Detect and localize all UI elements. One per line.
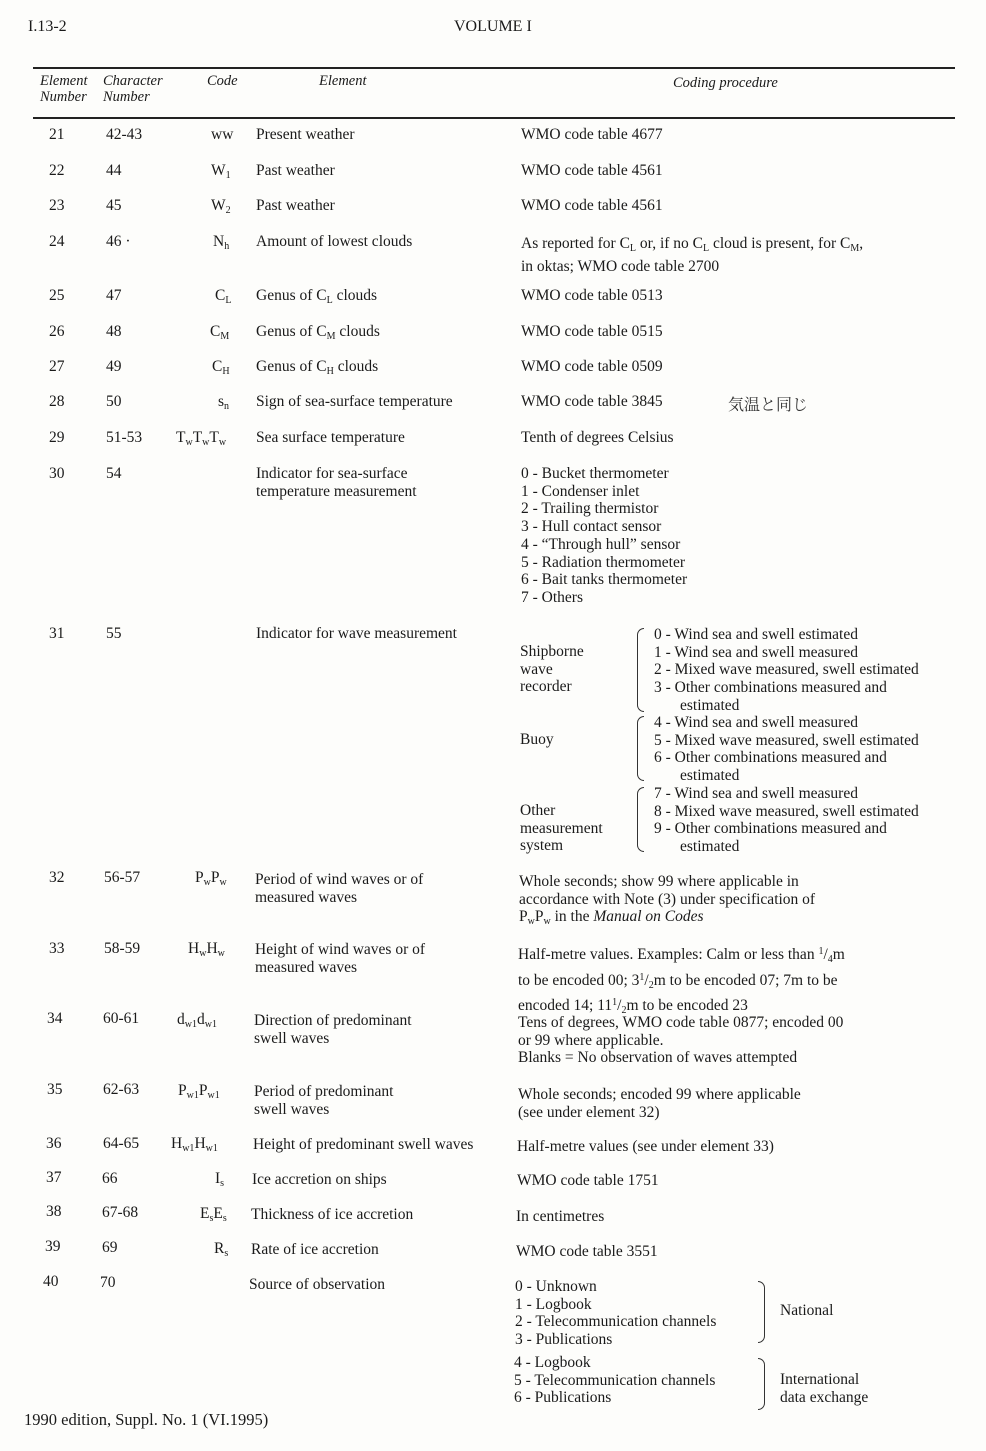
page-id: I.13-2 bbox=[28, 18, 67, 35]
left-brace bbox=[637, 716, 644, 781]
element-line: Direction of predominant bbox=[254, 1012, 412, 1029]
proc-line: accordance with Note (3) under specification of bbox=[519, 890, 816, 908]
code-ww: ww bbox=[211, 126, 234, 143]
element-name: Thickness of ice accretion bbox=[251, 1206, 414, 1223]
group-label-line: Shipborne bbox=[520, 643, 584, 660]
code-dw1dw1: $d_{w1}d_{w1}$ bbox=[177, 1011, 217, 1030]
coding-procedure: Tenth of degrees Celsius bbox=[521, 429, 674, 446]
proc-text: to be encoded 00; 3 bbox=[518, 971, 640, 989]
list-item: 6 - Bait tanks thermometer bbox=[521, 571, 688, 589]
header-rule bbox=[33, 117, 955, 119]
character-number: 58-59 bbox=[104, 940, 141, 957]
list-item: 3 - Publications bbox=[515, 1331, 613, 1349]
list-item: 9 - Other combinations measured and bbox=[654, 820, 887, 838]
coding-procedure: As reported for $C_L$ or, if no $C_L$ cloud is present, for $C_M$, in oktas; WMO code table 2700 bbox=[521, 235, 864, 275]
list-item: 5 - Radiation thermometer bbox=[521, 553, 685, 571]
volume-title: VOLUME I bbox=[454, 18, 532, 35]
list-item: 0 - Wind sea and swell estimated bbox=[654, 626, 858, 643]
element-line: Indicator for sea-surface bbox=[256, 465, 408, 482]
proc-line: Tens of degrees, WMO code table 0877; encoded 00 bbox=[518, 1014, 844, 1031]
coding-procedure: Half-metre values (see under element 33) bbox=[517, 1138, 774, 1155]
group-label-line: system bbox=[520, 837, 564, 855]
list-item: estimated bbox=[680, 838, 740, 856]
proc-line: or 99 where applicable. bbox=[518, 1031, 664, 1049]
character-number: 51-53 bbox=[106, 429, 143, 446]
character-number: 70 bbox=[100, 1274, 116, 1291]
group-label-other bbox=[520, 802, 603, 855]
code-cl: $C_L$ bbox=[215, 287, 232, 306]
group-label-shipborne bbox=[520, 643, 584, 696]
element-name: Indicator for wave measurement bbox=[256, 625, 457, 642]
manual-on-codes-ref: Manual on Codes bbox=[593, 908, 704, 926]
list-item: 8 - Mixed wave measured, swell estimated bbox=[654, 802, 919, 820]
element-number: 24 bbox=[49, 233, 65, 250]
element-name: Genus of $C_H$ clouds bbox=[256, 358, 379, 377]
coding-procedure-list bbox=[521, 465, 687, 607]
col-character-number bbox=[103, 73, 163, 105]
list-item: 2 - Mixed wave measured, swell estimated bbox=[654, 661, 919, 679]
group-label-line: Other bbox=[520, 802, 556, 819]
element-name: Sign of sea-surface temperature bbox=[256, 393, 453, 410]
code-sn: $s_n$ bbox=[218, 393, 230, 412]
element-number: 32 bbox=[49, 869, 65, 886]
element-text: Genus of bbox=[256, 358, 317, 375]
group-label-line: recorder bbox=[520, 678, 572, 696]
group-label-international bbox=[780, 1371, 868, 1406]
character-number: 62-63 bbox=[103, 1081, 140, 1098]
proc-text: cloud is present, for bbox=[709, 235, 840, 252]
element-text: clouds bbox=[335, 323, 380, 340]
code-ch: $C_H$ bbox=[212, 358, 230, 377]
proc-text: As reported for bbox=[521, 235, 620, 252]
coding-procedure bbox=[518, 1086, 801, 1121]
character-number: 49 bbox=[106, 358, 122, 375]
element-text: clouds bbox=[333, 358, 379, 375]
proc-text: or, if no bbox=[636, 235, 693, 252]
character-number: 42-43 bbox=[106, 126, 143, 143]
col-element-number bbox=[40, 73, 88, 105]
col-element-number-line1: Element bbox=[40, 73, 88, 89]
group-label-line: wave bbox=[520, 660, 553, 678]
element-name: Amount of lowest clouds bbox=[256, 233, 413, 250]
coding-procedure: WMO code table 3845 bbox=[521, 393, 663, 410]
group-label-national: National bbox=[780, 1302, 834, 1319]
list-item: estimated bbox=[680, 696, 740, 714]
character-number: 56-57 bbox=[104, 869, 141, 886]
element-number: 29 bbox=[49, 429, 65, 446]
character-number: 60-61 bbox=[103, 1010, 140, 1027]
code-w2: $W_2$ bbox=[211, 197, 231, 216]
element-name: Ice accretion on ships bbox=[252, 1171, 387, 1188]
element-name: Past weather bbox=[256, 162, 335, 179]
list-item: 7 - Others bbox=[521, 588, 583, 606]
element-number: 36 bbox=[46, 1135, 62, 1152]
element-number: 30 bbox=[49, 465, 65, 482]
proc-text: m to be encoded 23 bbox=[626, 997, 748, 1015]
code-twtwtw: $T_wT_wT_w$ bbox=[176, 429, 227, 448]
character-number: 54 bbox=[106, 465, 122, 482]
coding-procedure: Half-metre values. Examples: Calm or less than $^1/_4m$ to be encoded 00; $3^1/_2m$ to be encoded 07; 7m to be encoded 14; $11^1/_2m$ to be encoded 23 bbox=[518, 946, 845, 1017]
character-number: 66 bbox=[102, 1170, 118, 1187]
col-character-number-line1: Character bbox=[103, 73, 163, 89]
coding-procedure: WMO code table 4561 bbox=[521, 162, 663, 179]
character-number: 67-68 bbox=[102, 1204, 139, 1221]
character-number: 48 bbox=[106, 323, 122, 340]
code-hwhw: $H_wH_w$ bbox=[188, 940, 225, 959]
element-number: 25 bbox=[49, 287, 65, 304]
character-number: 64-65 bbox=[103, 1135, 140, 1152]
right-brace bbox=[758, 1358, 765, 1410]
character-number: 46 · bbox=[106, 233, 131, 250]
element-number: 40 bbox=[43, 1273, 59, 1290]
character-number: 44 bbox=[106, 162, 122, 179]
coding-procedure: WMO code table 0515 bbox=[521, 323, 663, 340]
element-name: Past weather bbox=[256, 197, 335, 214]
code-is: $I_s$ bbox=[215, 1170, 225, 1189]
code-rs: $R_s$ bbox=[214, 1240, 229, 1259]
code-cm: $C_M$ bbox=[210, 323, 230, 342]
col-coding-procedure: Coding procedure bbox=[673, 75, 778, 91]
character-number: 69 bbox=[102, 1239, 118, 1256]
code-hw1hw1: $H_{w1}H_{w1}$ bbox=[171, 1135, 218, 1154]
list-item: 5 - Mixed wave measured, swell estimated bbox=[654, 731, 919, 749]
character-number: 45 bbox=[106, 197, 122, 214]
proc-line: in oktas; WMO code table 2700 bbox=[521, 257, 720, 275]
character-number: 47 bbox=[106, 287, 122, 304]
list-item: 5 - Telecommunication channels bbox=[514, 1371, 716, 1389]
list-item: 6 - Other combinations measured and bbox=[654, 749, 887, 767]
element-name: Rate of ice accretion bbox=[251, 1241, 379, 1258]
top-rule bbox=[33, 67, 955, 69]
proc-text: m bbox=[832, 946, 845, 963]
list-item: 4 - Wind sea and swell measured bbox=[654, 714, 858, 731]
group-label-line: data exchange bbox=[780, 1388, 869, 1406]
col-element: Element bbox=[319, 73, 367, 89]
coding-procedure: WMO code table 0513 bbox=[521, 287, 663, 304]
source-code-list bbox=[515, 1278, 716, 1349]
element-number: 39 bbox=[45, 1238, 61, 1255]
wave-code-list bbox=[654, 626, 919, 715]
source-code-list bbox=[514, 1354, 715, 1407]
element-number: 26 bbox=[49, 323, 65, 340]
list-item: 2 - Telecommunication channels bbox=[515, 1313, 717, 1331]
proc-line: Whole seconds; show 99 where applicable in bbox=[519, 873, 799, 890]
element-number: 28 bbox=[49, 393, 65, 410]
list-item: 3 - Hull contact sensor bbox=[521, 518, 662, 536]
group-label-line: International bbox=[780, 1371, 860, 1388]
list-item: 6 - Publications bbox=[514, 1389, 612, 1407]
proc-line: Blanks = No observation of waves attempted bbox=[518, 1049, 798, 1067]
wave-code-list bbox=[654, 714, 919, 785]
element-number: 21 bbox=[49, 126, 65, 143]
element-line: Period of wind waves or of bbox=[255, 871, 424, 888]
code-pw1pw1: $P_{w1}P_{w1}$ bbox=[178, 1082, 220, 1101]
list-item: 4 - Logbook bbox=[514, 1354, 591, 1371]
code-nh: $N_h$ bbox=[213, 233, 230, 252]
element-line: swell waves bbox=[254, 1029, 330, 1047]
element-line: temperature measurement bbox=[256, 482, 417, 500]
element-name: Sea surface temperature bbox=[256, 429, 405, 446]
list-item: 0 - Unknown bbox=[515, 1278, 597, 1295]
element-name bbox=[255, 871, 423, 906]
group-label-line: measurement bbox=[520, 819, 603, 837]
coding-procedure bbox=[518, 1014, 843, 1067]
element-number: 22 bbox=[49, 162, 65, 179]
proc-text: encoded 14; 11 bbox=[518, 997, 613, 1015]
left-brace bbox=[637, 628, 644, 712]
element-name: Present weather bbox=[256, 126, 355, 143]
list-item: 1 - Condenser inlet bbox=[521, 482, 640, 500]
list-item: 1 - Logbook bbox=[515, 1295, 592, 1313]
element-name bbox=[254, 1083, 393, 1118]
element-name: Genus of $C_L$ clouds bbox=[256, 287, 378, 306]
left-brace bbox=[637, 787, 644, 852]
proc-text: in the bbox=[550, 908, 594, 926]
list-item: 3 - Other combinations measured and bbox=[654, 679, 887, 697]
element-name bbox=[255, 941, 425, 976]
list-item: 2 - Trailing thermistor bbox=[521, 500, 659, 518]
code-w1: $W_1$ bbox=[211, 162, 231, 181]
element-line: Height of wind waves or of bbox=[255, 941, 426, 958]
col-element-number-line2: Number bbox=[40, 89, 87, 105]
element-line: Period of predominant bbox=[254, 1083, 394, 1100]
element-number: 27 bbox=[49, 358, 65, 375]
right-brace bbox=[758, 1281, 765, 1343]
coding-procedure: WMO code table 3551 bbox=[516, 1243, 658, 1260]
list-item: 7 - Wind sea and swell measured bbox=[654, 785, 858, 802]
proc-text: m to be encoded 07; 7m to be bbox=[653, 971, 838, 989]
coding-procedure: WMO code table 4677 bbox=[521, 126, 663, 143]
group-label-buoy: Buoy bbox=[520, 731, 554, 748]
wave-code-list bbox=[654, 785, 919, 856]
element-number: 34 bbox=[47, 1010, 63, 1027]
coding-procedure: WMO code table 0509 bbox=[521, 358, 663, 375]
handwritten-note: 気温と同じ bbox=[728, 395, 809, 414]
list-item: 0 - Bucket thermometer bbox=[521, 465, 669, 482]
element-line: swell waves bbox=[254, 1100, 330, 1118]
list-item: estimated bbox=[680, 767, 740, 785]
element-number: 33 bbox=[49, 940, 65, 957]
proc-text: , bbox=[859, 235, 864, 252]
coding-procedure: Whole seconds; show 99 where applicable in accordance with Note (3) under specification of $P_wP_w$ in the Manual on Codes bbox=[519, 873, 816, 928]
list-item: 4 - “Through hull” sensor bbox=[521, 535, 681, 553]
coding-procedure: WMO code table 1751 bbox=[517, 1172, 659, 1189]
element-name: Source of observation bbox=[249, 1276, 386, 1293]
col-character-number-line2: Number bbox=[103, 89, 150, 105]
element-text: Genus of bbox=[256, 287, 317, 304]
element-name bbox=[256, 465, 417, 500]
element-name bbox=[254, 1012, 412, 1047]
coding-procedure: WMO code table 4561 bbox=[521, 197, 663, 214]
element-line: measured waves bbox=[255, 888, 357, 906]
character-number: 50 bbox=[106, 393, 122, 410]
element-number: 35 bbox=[47, 1081, 63, 1098]
list-item: 1 - Wind sea and swell measured bbox=[654, 643, 858, 661]
proc-line: (see under element 32) bbox=[518, 1103, 660, 1121]
character-number: 55 bbox=[106, 625, 122, 642]
element-line: measured waves bbox=[255, 958, 357, 976]
page-footer: 1990 edition, Suppl. No. 1 (VI.1995) bbox=[24, 1410, 269, 1429]
element-name: Genus of $C_M$ clouds bbox=[256, 323, 380, 342]
element-name: Height of predominant swell waves bbox=[253, 1136, 474, 1153]
proc-line: Whole seconds; encoded 99 where applicable bbox=[518, 1086, 801, 1103]
coding-procedure: In centimetres bbox=[516, 1208, 605, 1225]
element-number: 31 bbox=[49, 625, 65, 642]
code-eses: $E_sE_s$ bbox=[200, 1205, 227, 1224]
element-number: 38 bbox=[46, 1203, 62, 1220]
code-pwpw: $P_wP_w$ bbox=[195, 869, 227, 888]
element-number: 37 bbox=[46, 1169, 62, 1186]
col-code: Code bbox=[207, 73, 238, 89]
proc-text: Half-metre values. Examples: Calm or less than bbox=[518, 946, 819, 963]
element-text: Genus of bbox=[256, 323, 317, 340]
element-number: 23 bbox=[49, 197, 65, 214]
element-text: clouds bbox=[332, 287, 378, 304]
